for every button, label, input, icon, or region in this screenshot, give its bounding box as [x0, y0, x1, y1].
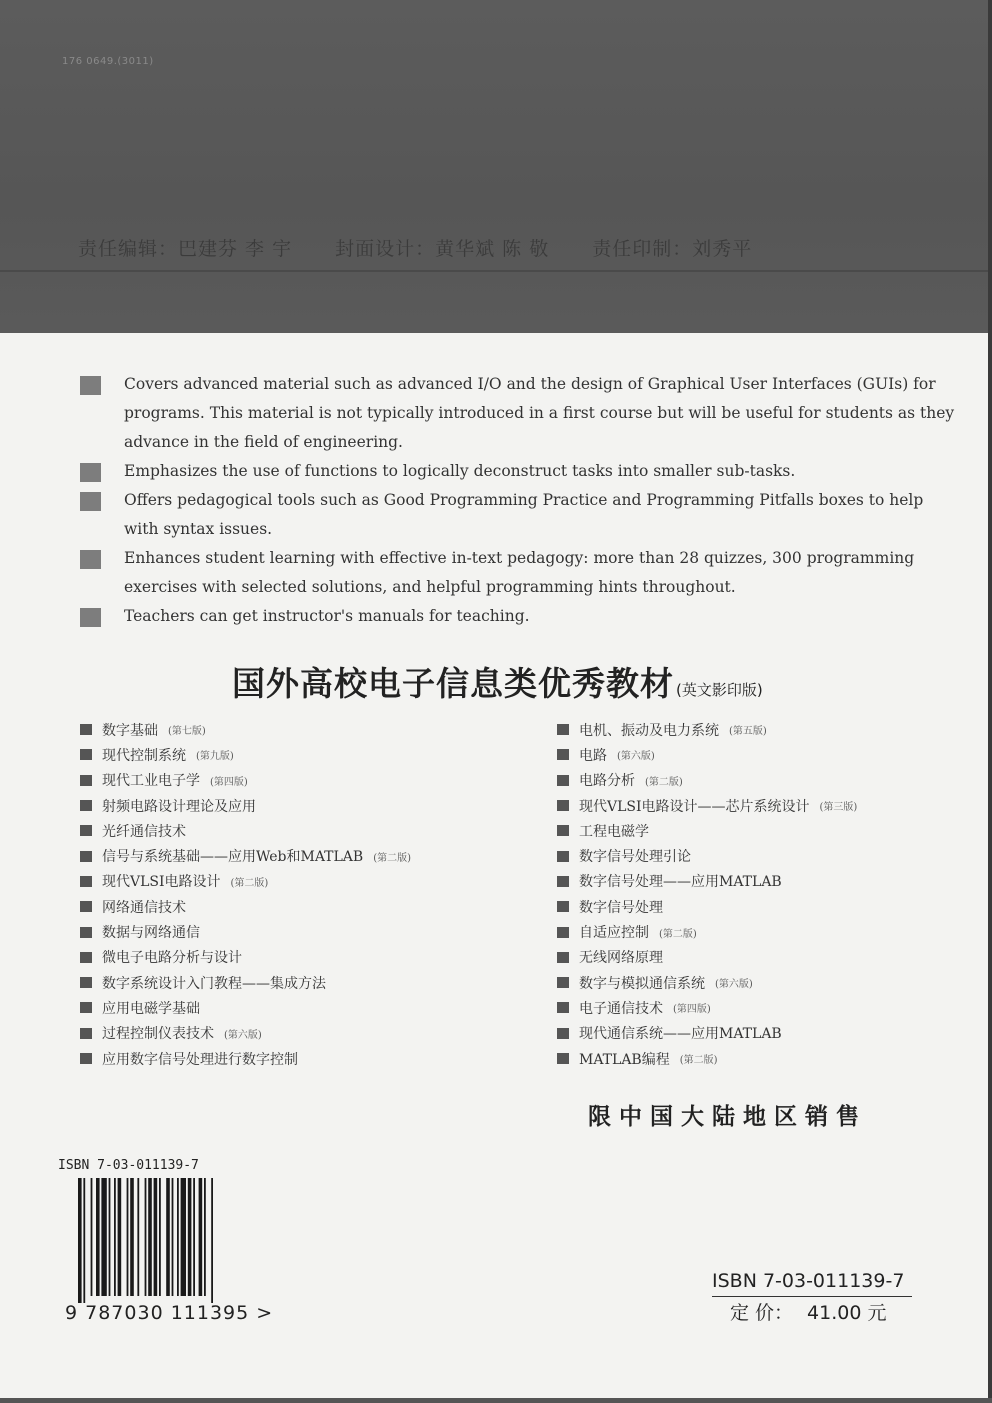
bullet-square-icon	[80, 1028, 92, 1039]
book-title: 应用电磁学基础	[102, 1000, 200, 1017]
book-edition: (第三版)	[819, 802, 858, 814]
credit-printing: 责任印制：刘秀平	[592, 238, 753, 260]
book-edition: (第七版)	[168, 726, 206, 738]
isbn-label: ISBN 7-03-011139-7	[712, 1270, 905, 1292]
band-divider	[0, 270, 992, 272]
bullet-square-icon	[557, 952, 569, 963]
book-title: 微电子电路分析与设计	[102, 950, 242, 967]
bullet-square-icon	[557, 876, 569, 887]
book-item	[80, 1046, 530, 1071]
book-list-left	[80, 717, 530, 1071]
bullet-square-icon	[557, 800, 569, 811]
book-item	[557, 919, 977, 944]
book-item	[557, 1021, 977, 1046]
series-title	[232, 658, 763, 705]
editorial-credits	[78, 234, 938, 261]
price-line	[730, 1298, 900, 1325]
feature-item	[80, 602, 960, 631]
book-title: 电路分析	[579, 773, 635, 790]
book-title: 数据与网络通信	[102, 925, 200, 942]
book-title: 现代通信系统——应用MATLAB	[579, 1026, 782, 1043]
bullet-square-icon	[80, 749, 92, 760]
book-title: 信号与系统基础——应用Web和MATLAB	[102, 849, 364, 866]
book-edition: (第二版)	[645, 776, 683, 788]
book-item	[80, 818, 530, 843]
book-item	[80, 945, 530, 970]
book-title: 工程电磁学	[579, 823, 649, 840]
bullet-square-icon	[80, 492, 101, 511]
book-title: 自适应控制	[579, 925, 649, 942]
feature-list	[80, 370, 960, 631]
book-item	[80, 995, 530, 1020]
bullet-square-icon	[80, 463, 101, 482]
feature-text: Offers pedagogical tools such as Good Programming Practice and Programming Pitfalls boxes to help with syntax issues.	[124, 491, 924, 538]
bullet-square-icon	[557, 851, 569, 862]
bullet-square-icon	[80, 927, 92, 938]
bullet-square-icon	[557, 825, 569, 836]
credit-cover-design: 封面设计：黄华斌 陈 敬	[335, 238, 550, 260]
bullet-square-icon	[80, 376, 101, 395]
book-item	[80, 970, 530, 995]
price-value: 41.00 元	[807, 1302, 887, 1324]
isbn-label-top: ISBN 7-03-011139-7	[58, 1158, 199, 1173]
book-title: 现代VLSI电路设计	[102, 874, 221, 891]
feature-text: Enhances student learning with effective in-text pedagogy: more than 28 quizzes, 300 programming exercises with selected solutions, and helpful programming hints throughout.	[124, 549, 915, 596]
feature-item	[80, 486, 960, 544]
book-title: 网络通信技术	[102, 899, 186, 916]
feature-item	[80, 457, 960, 486]
book-title: 现代工业电子学	[102, 773, 200, 790]
book-title: 过程控制仪表技术	[102, 1026, 214, 1043]
book-item	[557, 945, 977, 970]
bullet-square-icon	[80, 952, 92, 963]
book-list-right	[557, 717, 977, 1071]
book-title: 数字与模拟通信系统	[579, 975, 705, 992]
book-edition: (第二版)	[373, 852, 412, 864]
barcode-icon	[78, 1178, 254, 1303]
catalog-code: 176 0649.(3011)	[62, 56, 154, 67]
feature-text: Covers advanced material such as advanced I/O and the design of Graphical User Interfaces (GUIs) for programs. This material is not typically introduced in a first course but will be useful for students as they advance in the field of engineering.	[124, 375, 955, 451]
book-title: 电路	[579, 747, 607, 764]
book-title: 电子通信技术	[579, 1000, 663, 1017]
bullet-square-icon	[80, 1053, 92, 1064]
bullet-square-icon	[557, 1002, 569, 1013]
book-title: MATLAB编程	[579, 1051, 670, 1068]
bullet-square-icon	[80, 977, 92, 988]
bullet-square-icon	[557, 927, 569, 938]
book-edition: (第六版)	[224, 1029, 262, 1041]
feature-item	[80, 544, 960, 602]
book-item	[557, 742, 977, 767]
credit-editor: 责任编辑：巴建芬 李 宇	[78, 238, 293, 260]
bullet-square-icon	[557, 1053, 569, 1064]
book-title: 数字基础	[102, 722, 158, 739]
book-item	[557, 768, 977, 793]
bottom-edge	[0, 1398, 992, 1403]
sales-region-note: 限中国大陆地区销售	[588, 1104, 867, 1130]
book-edition: (第六版)	[715, 979, 753, 991]
book-title: 现代控制系统	[102, 747, 186, 764]
book-item	[557, 793, 977, 818]
barcode-number: 9 787030 111395 >	[65, 1302, 274, 1324]
book-edition: (第二版)	[659, 928, 697, 940]
price-label: 定 价：	[730, 1302, 794, 1324]
book-title: 数字信号处理——应用MATLAB	[579, 874, 782, 891]
bullet-square-icon	[80, 724, 92, 735]
book-edition: (第四版)	[210, 776, 248, 788]
bullet-square-icon	[557, 901, 569, 912]
book-title: 射频电路设计理论及应用	[102, 798, 256, 815]
feature-text: Teachers can get instructor's manuals for teaching.	[124, 607, 530, 625]
book-edition: (第二版)	[679, 1055, 718, 1066]
book-item	[80, 768, 530, 793]
feature-text: Emphasizes the use of functions to logically deconstruct tasks into smaller sub-tasks.	[124, 462, 796, 480]
bullet-square-icon	[557, 1028, 569, 1039]
book-item	[557, 843, 977, 868]
book-title: 数字信号处理	[579, 899, 663, 916]
bullet-square-icon	[80, 608, 101, 627]
bullet-square-icon	[557, 724, 569, 735]
book-edition: (第二版)	[230, 877, 269, 889]
book-title: 光纤通信技术	[102, 823, 186, 840]
book-edition: (第六版)	[617, 751, 655, 763]
cover-top-band	[0, 0, 992, 333]
bullet-square-icon	[80, 901, 92, 912]
bullet-square-icon	[557, 749, 569, 760]
feature-item	[80, 370, 960, 457]
book-item	[557, 717, 977, 742]
isbn-underline	[712, 1296, 912, 1297]
book-item	[557, 818, 977, 843]
series-title-text: 国外高校电子信息类优秀教材	[232, 664, 674, 703]
book-item	[80, 717, 530, 742]
book-item	[557, 970, 977, 995]
book-item	[80, 919, 530, 944]
book-item	[557, 1046, 977, 1071]
page-edge	[988, 0, 992, 1403]
bullet-square-icon	[80, 825, 92, 836]
bullet-square-icon	[80, 800, 92, 811]
bullet-square-icon	[80, 1002, 92, 1013]
bullet-square-icon	[80, 876, 92, 887]
book-item	[80, 843, 530, 868]
book-item	[80, 1021, 530, 1046]
bullet-square-icon	[80, 550, 101, 569]
book-title: 现代VLSI电路设计——芯片系统设计	[579, 798, 810, 815]
book-item	[557, 995, 977, 1020]
book-item	[80, 869, 530, 894]
book-title: 电机、振动及电力系统	[579, 722, 719, 739]
book-item	[80, 742, 530, 767]
book-edition: (第四版)	[673, 1004, 711, 1016]
bullet-square-icon	[557, 775, 569, 786]
bullet-square-icon	[557, 977, 569, 988]
book-title: 数字信号处理引论	[579, 849, 691, 866]
book-title: 数字系统设计入门教程——集成方法	[102, 975, 326, 992]
book-edition: (第九版)	[196, 751, 234, 763]
book-item	[557, 869, 977, 894]
series-subtitle: (英文影印版)	[676, 681, 763, 699]
bullet-square-icon	[80, 851, 92, 862]
book-item	[80, 793, 530, 818]
bullet-square-icon	[80, 775, 92, 786]
book-title: 应用数字信号处理进行数字控制	[102, 1051, 298, 1068]
book-edition: (第五版)	[729, 726, 767, 738]
book-title: 无线网络原理	[579, 950, 663, 967]
book-item	[80, 894, 530, 919]
book-item	[557, 894, 977, 919]
